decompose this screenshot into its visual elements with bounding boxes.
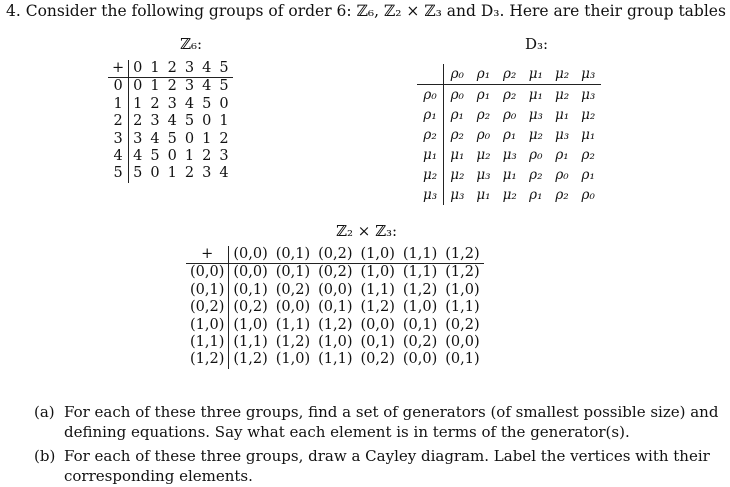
table-cell: 5 — [133, 165, 143, 182]
table-cell: (0,1) — [402, 316, 438, 333]
table-cell: 1 — [133, 95, 143, 112]
table-cell: ρ₁ — [555, 146, 569, 163]
table-cell: (0,1) — [275, 264, 311, 281]
table-cell: (0,2) — [318, 264, 353, 281]
table-header-row — [186, 246, 484, 264]
table-cell: (1,0) — [360, 264, 395, 281]
table-cell: 3 — [150, 113, 160, 130]
table-row — [417, 85, 601, 106]
table-cell: (1,2) — [318, 316, 353, 333]
table-row — [186, 317, 484, 334]
table-cell: μ₂ — [502, 186, 517, 203]
table-cell: (1,0) — [402, 299, 438, 316]
table-cell: 2 — [150, 95, 160, 112]
table-cell: ρ₁ — [581, 166, 595, 183]
row-header: (1,1) — [186, 334, 229, 351]
table-cell: (0,2) — [360, 351, 395, 368]
table-cell: (1,2) — [402, 281, 438, 298]
column-header: μ₂ — [549, 64, 575, 85]
table-cell: 2 — [184, 165, 195, 182]
table-cell: 0 — [202, 113, 212, 130]
table-cell: (0,1) — [318, 299, 353, 316]
table-row — [108, 78, 233, 96]
table-cell: (0,0) — [318, 281, 353, 298]
table-cell: ρ₀ — [529, 146, 543, 163]
table-cell: 4 — [219, 165, 229, 182]
row-header: 0 — [108, 78, 129, 96]
column-header: (0,1) — [272, 246, 314, 264]
operation-symbol — [417, 64, 444, 85]
table-row — [186, 264, 484, 282]
table-row — [417, 165, 601, 185]
table-cell: ρ₁ — [450, 106, 464, 123]
table-cell: (1,0) — [445, 281, 480, 298]
z2xz3-group-table — [186, 246, 484, 369]
table-cell: ρ₀ — [476, 126, 491, 143]
table-cell: μ₃ — [476, 166, 491, 183]
column-header: 1 — [146, 60, 163, 78]
table-cell: (1,1) — [445, 299, 480, 316]
table-row — [417, 185, 601, 205]
table-cell: 0 — [150, 165, 160, 182]
table-header-row — [108, 60, 233, 78]
table-cell: 1 — [184, 147, 195, 164]
table-cell: 4 — [150, 130, 160, 147]
table-row — [108, 96, 233, 113]
column-header: (1,0) — [357, 246, 399, 264]
table-cell: ρ₀ — [450, 86, 464, 103]
table-cell: 3 — [202, 165, 212, 182]
column-header: (0,0) — [229, 246, 272, 264]
table-cell: ρ₁ — [529, 186, 543, 203]
table-cell: ρ₂ — [450, 126, 464, 143]
table-cell: ρ₁ — [476, 86, 491, 103]
table-row — [186, 351, 484, 368]
row-header: μ₂ — [417, 165, 444, 185]
table-cell: μ₁ — [476, 186, 491, 203]
table-cell: (0,0) — [360, 316, 395, 333]
row-header: (1,2) — [186, 351, 229, 368]
operation-symbol: + — [186, 246, 229, 264]
table-cell: 0 — [133, 78, 143, 95]
table-cell: (1,0) — [275, 351, 311, 368]
table-cell: 1 — [202, 130, 212, 147]
table-row — [186, 282, 484, 299]
table-row — [417, 145, 601, 165]
table-cell: ρ₂ — [476, 106, 491, 123]
column-header: ρ₀ — [444, 64, 471, 85]
table-cell: 0 — [184, 130, 195, 147]
part-a-line-1: For each of these three groups, find a set of generators (of smallest possible size) and — [64, 403, 719, 421]
row-header: 3 — [108, 131, 129, 148]
table-cell: μ₁ — [450, 146, 465, 163]
table-cell: 4 — [184, 95, 195, 112]
table-cell: μ₂ — [528, 126, 543, 143]
table-cell: 0 — [167, 147, 177, 164]
table-cell: (1,1) — [402, 264, 438, 281]
column-header: μ₃ — [575, 64, 601, 85]
row-header: ρ₀ — [417, 85, 444, 106]
table-cell: (0,1) — [360, 333, 395, 350]
table-cell: 3 — [184, 78, 195, 95]
table-row — [186, 299, 484, 316]
column-header: ρ₁ — [470, 64, 496, 85]
column-header: 0 — [129, 60, 147, 78]
table-cell: (1,1) — [360, 281, 395, 298]
table-cell: ρ₂ — [555, 186, 569, 203]
table-row — [186, 334, 484, 351]
table-cell: (0,2) — [445, 316, 480, 333]
part-b-line-2: corresponding elements. — [64, 467, 253, 486]
row-header: (0,0) — [186, 264, 229, 282]
table-cell: μ₃ — [450, 186, 465, 203]
row-header: 5 — [108, 165, 129, 182]
table-cell: μ₁ — [581, 126, 596, 143]
table-cell: μ₂ — [476, 146, 491, 163]
table-cell: 4 — [167, 113, 177, 130]
table-cell: ρ₀ — [581, 186, 595, 203]
row-header: 1 — [108, 96, 129, 113]
table-cell: 1 — [150, 78, 160, 95]
table-cell: μ₂ — [581, 106, 596, 123]
table-cell: μ₂ — [554, 86, 570, 103]
part-a-label: (a) — [34, 403, 55, 421]
column-header: 5 — [215, 60, 232, 78]
table-cell: μ₃ — [581, 86, 596, 103]
table-cell: (1,1) — [233, 333, 268, 350]
table-cell: (0,2) — [402, 333, 438, 350]
row-header: (1,0) — [186, 317, 229, 334]
column-header: ρ₂ — [497, 64, 523, 85]
table-cell: 2 — [202, 147, 212, 164]
table-cell: ρ₂ — [502, 86, 517, 103]
table-cell: 1 — [167, 165, 177, 182]
table-cell: (0,2) — [275, 281, 311, 298]
row-header: ρ₁ — [417, 105, 444, 125]
table-row — [108, 165, 233, 182]
table-cell: (0,0) — [275, 299, 311, 316]
table-cell: μ₂ — [450, 166, 465, 183]
table-cell: (0,1) — [233, 281, 268, 298]
table-cell: ρ₀ — [502, 106, 517, 123]
table-cell: (0,0) — [445, 333, 480, 350]
table-cell: 5 — [167, 130, 177, 147]
table-cell: (0,0) — [233, 264, 268, 281]
d3-caption: D₃: — [525, 35, 549, 53]
z2xz3-caption: ℤ₂ × ℤ₃: — [336, 222, 398, 240]
z6-group-table — [108, 60, 233, 183]
table-cell: ρ₂ — [529, 166, 543, 183]
table-cell: 0 — [219, 95, 229, 112]
table-row — [108, 113, 233, 130]
row-header: μ₃ — [417, 185, 444, 205]
table-cell: μ₁ — [502, 166, 517, 183]
table-cell: (1,1) — [275, 316, 311, 333]
table-cell: 2 — [133, 113, 143, 130]
table-cell: ρ₀ — [555, 166, 569, 183]
table-cell: ρ₂ — [581, 146, 595, 163]
table-cell: 4 — [202, 78, 212, 95]
table-cell: (1,2) — [445, 264, 480, 281]
part-a-line-2: defining equations. Say what each element is in terms of the generator(s). — [64, 423, 630, 442]
row-header: 4 — [108, 148, 129, 165]
table-row — [417, 105, 601, 125]
table-cell: (0,1) — [445, 351, 480, 368]
column-header: 3 — [181, 60, 198, 78]
table-cell: 2 — [219, 130, 229, 147]
column-header: (1,1) — [399, 246, 441, 264]
table-cell: 4 — [133, 147, 143, 164]
column-header: (1,2) — [441, 246, 483, 264]
table-cell: 5 — [150, 147, 160, 164]
table-cell: 5 — [219, 78, 229, 95]
table-cell: (1,2) — [360, 299, 395, 316]
table-row — [417, 125, 601, 145]
table-cell: (1,0) — [233, 316, 268, 333]
z6-caption: ℤ₆: — [180, 35, 203, 53]
part-b-line-1: For each of these three groups, draw a Cayley diagram. Label the vertices with their — [64, 447, 710, 465]
table-cell: 1 — [219, 113, 229, 130]
table-header-row — [417, 64, 601, 85]
table-cell: (0,0) — [402, 351, 438, 368]
row-header: (0,2) — [186, 299, 229, 316]
table-row — [108, 148, 233, 165]
table-cell: (1,2) — [275, 333, 311, 350]
row-header: 2 — [108, 113, 129, 130]
table-cell: (1,2) — [233, 351, 268, 368]
d3-group-table — [417, 64, 601, 205]
table-cell: 5 — [202, 95, 212, 112]
table-cell: μ₁ — [528, 86, 543, 103]
row-header: ρ₂ — [417, 125, 444, 145]
table-cell: 3 — [167, 95, 177, 112]
column-header: 4 — [198, 60, 215, 78]
column-header: μ₁ — [523, 64, 549, 85]
table-cell: μ₃ — [528, 106, 543, 123]
column-header: (0,2) — [314, 246, 356, 264]
table-cell: (0,2) — [233, 299, 268, 316]
column-header: 2 — [164, 60, 181, 78]
table-cell: μ₃ — [502, 146, 517, 163]
table-cell: (1,1) — [318, 351, 353, 368]
table-cell: μ₃ — [554, 126, 570, 143]
part-b-label: (b) — [34, 447, 56, 465]
table-row — [108, 131, 233, 148]
row-header: μ₁ — [417, 145, 444, 165]
row-header: (0,1) — [186, 282, 229, 299]
operation-symbol: + — [108, 60, 129, 78]
table-cell: 5 — [184, 113, 195, 130]
table-cell: (1,0) — [318, 333, 353, 350]
table-cell: 3 — [219, 147, 229, 164]
problem-statement: 4. Consider the following groups of order 6: ℤ₆, ℤ₂ × ℤ₃ and D₃. Here are their group tables — [6, 2, 726, 20]
table-cell: 3 — [133, 130, 143, 147]
table-cell: ρ₁ — [502, 126, 517, 143]
table-cell: 2 — [167, 78, 177, 95]
table-cell: μ₁ — [554, 106, 570, 123]
